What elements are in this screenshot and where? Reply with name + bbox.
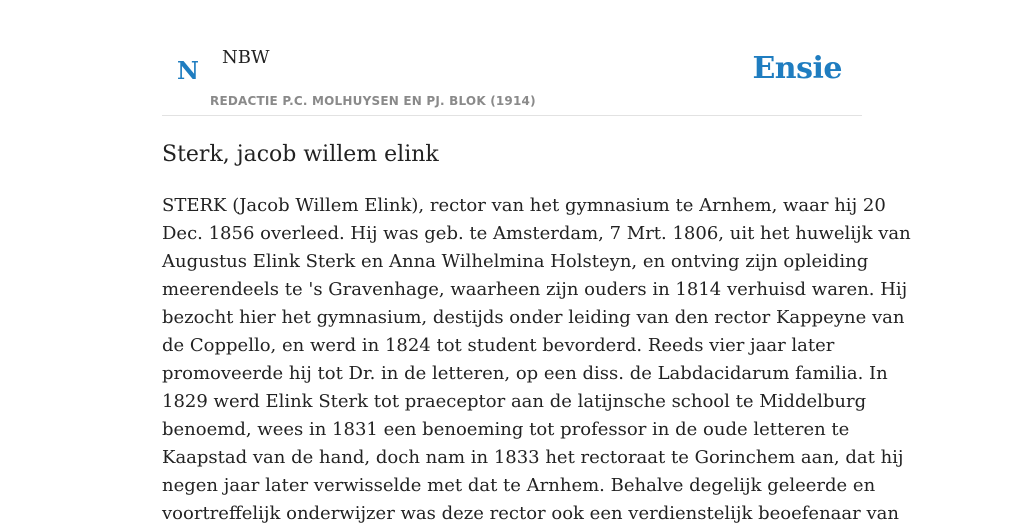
source-logo[interactable]: N	[177, 56, 199, 85]
article-line: benoemd, wees in 1831 een benoeming tot professor in de oude letteren te	[162, 419, 850, 440]
article-line: meerendeels te 's Gravenhage, waarheen zijn ouders in 1814 verhuisd waren. Hij	[162, 279, 908, 300]
brand-logo-link[interactable]: Ensie	[752, 51, 842, 86]
page-container	[162, 0, 911, 524]
article-line: voortreffelijk onderwijzer was deze rector ook een verdienstelijk beoefenaar van	[162, 503, 899, 524]
article-line: promoveerde hij tot Dr. in de letteren, op een diss. de Labdacidarum familia. In	[162, 363, 888, 384]
source-subtitle: REDACTIE P.C. MOLHUYSEN EN PJ. BLOK (1914)	[210, 94, 536, 108]
article-line: negen jaar later verwisselde met dat te Arnhem. Behalve degelijk geleerde en	[162, 475, 876, 496]
article-body	[162, 192, 911, 528]
article-line: 1829 werd Elink Sterk tot praeceptor aan de latijnsche school te Middelburg	[162, 391, 867, 412]
article-title: Sterk, jacob willem elink	[162, 142, 439, 167]
article-line: Augustus Elink Sterk en Anna Wilhelmina Holsteyn, en ontving zijn opleiding	[162, 251, 869, 272]
article-line: Kaapstad van de hand, doch nam in 1833 het rectoraat te Gorinchem aan, dat hij	[162, 447, 904, 468]
article-line: bezocht hier het gymnasium, destijds onder leiding van den rector Kappeyne van	[162, 307, 905, 328]
source-name[interactable]: NBW	[222, 47, 270, 68]
article-line: de Coppello, en werd in 1824 tot student bevorderd. Reeds vier jaar later	[162, 335, 835, 356]
article-line: STERK (Jacob Willem Elink), rector van het gymnasium te Arnhem, waar hij 20	[162, 195, 886, 216]
article-line: Dec. 1856 overleed. Hij was geb. te Amsterdam, 7 Mrt. 1806, uit het huwelijk van	[162, 223, 911, 244]
header	[162, 0, 862, 116]
